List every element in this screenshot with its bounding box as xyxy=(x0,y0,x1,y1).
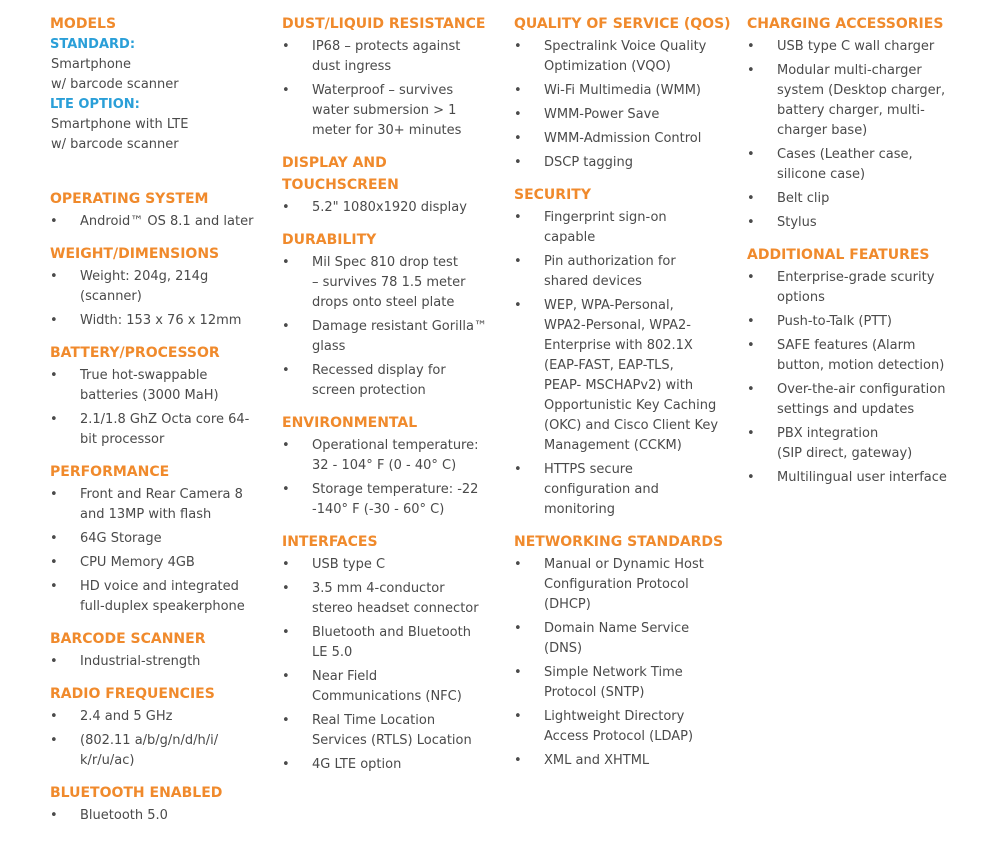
section-heading-operating-system: OPERATING SYSTEM xyxy=(50,191,209,207)
bullet-icon: • xyxy=(747,191,755,206)
bullet-icon: • xyxy=(514,298,522,313)
spec-list-item xyxy=(747,189,972,209)
bullet-icon: • xyxy=(514,83,522,98)
spec-item-text: Wi-Fi Multimedia (WMM) xyxy=(544,83,701,98)
spec-item-text: Recessed display for screen protection xyxy=(312,363,446,398)
spec-item-text: Bluetooth and Bluetooth LE 5.0 xyxy=(312,625,471,660)
spec-list-item xyxy=(282,198,502,218)
spec-list-operating-system xyxy=(50,212,265,232)
spec-list-item xyxy=(514,707,736,747)
spec-list-durability xyxy=(282,253,502,401)
spec-item-text: Stylus xyxy=(777,215,817,230)
spec-item-text: Lightweight Directory Access Protocol (LDAP) xyxy=(544,709,694,744)
spec-item-text: Damage resistant Gorilla™ glass xyxy=(312,319,487,354)
spec-list-radio-frequencies xyxy=(50,707,265,771)
bullet-icon: • xyxy=(50,709,58,724)
spec-item-text: USB type C xyxy=(312,557,386,572)
bullet-icon: • xyxy=(50,368,58,383)
spec-item-text: Multilingual user interface xyxy=(777,470,947,485)
bullet-icon: • xyxy=(282,83,290,98)
spec-column-1 xyxy=(50,13,265,830)
bullet-icon: • xyxy=(50,733,58,748)
section-heading-additional-features: ADDITIONAL FEATURES xyxy=(747,247,930,263)
section-heading-networking-standards: NETWORKING STANDARDS xyxy=(514,534,724,550)
spec-list-networking-standards xyxy=(514,555,736,771)
spec-list-item xyxy=(747,213,972,233)
spec-list-charging-accessories xyxy=(747,37,972,233)
bullet-icon: • xyxy=(282,581,290,596)
section-heading-quality-of-service-qos: QUALITY OF SERVICE (QOS) xyxy=(514,16,731,32)
spec-list-item xyxy=(282,253,502,313)
spec-item-text: Near Field Communications (NFC) xyxy=(312,669,462,704)
spec-list-item xyxy=(282,579,502,619)
bullet-icon: • xyxy=(747,338,755,353)
spec-list-item xyxy=(50,806,265,826)
section-heading-performance: PERFORMANCE xyxy=(50,464,170,480)
section-heading-dust-liquid-resistance: DUST/LIQUID RESISTANCE xyxy=(282,16,486,32)
spec-list-battery-processor xyxy=(50,366,265,450)
spec-list-item xyxy=(514,252,736,292)
spec-list-item xyxy=(282,755,502,775)
spec-list-item xyxy=(747,468,972,488)
bullet-icon: • xyxy=(514,254,522,269)
spec-list-item xyxy=(747,424,972,464)
spec-list-security xyxy=(514,208,736,520)
spec-list-item xyxy=(514,751,736,771)
spec-list-item xyxy=(747,336,972,376)
section-heading-display-and-touchscreen: DISPLAY AND TOUCHSCREEN xyxy=(282,155,399,193)
section-heading-bluetooth-enabled: BLUETOOTH ENABLED xyxy=(50,785,223,801)
spec-item-text: IP68 – protects against dust ingress xyxy=(312,39,461,74)
spec-list-item xyxy=(282,317,502,357)
spec-list-item xyxy=(50,267,265,307)
section-heading-interfaces: INTERFACES xyxy=(282,534,378,550)
spec-list-item xyxy=(747,380,972,420)
bullet-icon: • xyxy=(514,709,522,724)
spec-item-text: 2.4 and 5 GHz xyxy=(80,709,173,724)
model-description: Smartphone with LTE w/ barcode scanner xyxy=(51,117,189,152)
spec-list-item xyxy=(514,296,736,456)
spec-item-text: 2.1/1.8 GhZ Octa core 64- bit processor xyxy=(80,412,250,447)
bullet-icon: • xyxy=(50,487,58,502)
spec-item-text: Pin authorization for shared devices xyxy=(544,254,676,289)
section-heading-weight-dimensions: WEIGHT/DIMENSIONS xyxy=(50,246,220,262)
bullet-icon: • xyxy=(514,621,522,636)
spec-item-text: Width: 153 x 76 x 12mm xyxy=(80,313,242,328)
spec-item-text: USB type C wall charger xyxy=(777,39,935,54)
bullet-icon: • xyxy=(50,531,58,546)
spec-list-item xyxy=(50,366,265,406)
spec-item-text: HTTPS secure configuration and monitoring xyxy=(544,462,659,517)
spec-list-item xyxy=(50,652,265,672)
section-heading-durability: DURABILITY xyxy=(282,232,377,248)
bullet-icon: • xyxy=(514,557,522,572)
spec-list-item xyxy=(747,312,972,332)
spec-list-weight-dimensions xyxy=(50,267,265,331)
bullet-icon: • xyxy=(514,462,522,477)
spec-list-item xyxy=(514,105,736,125)
bullet-icon: • xyxy=(282,363,290,378)
spec-list-interfaces xyxy=(282,555,502,775)
spec-item-text: (802.11 a/b/g/n/d/h/i/ k/r/u/ac) xyxy=(80,733,219,768)
spec-list-item xyxy=(50,311,265,331)
section-heading-battery-processor: BATTERY/PROCESSOR xyxy=(50,345,220,361)
bullet-icon: • xyxy=(747,39,755,54)
spec-list-item xyxy=(50,577,265,617)
spec-list-item xyxy=(747,145,972,185)
spec-column-4 xyxy=(747,13,972,492)
bullet-icon: • xyxy=(514,665,522,680)
spec-list-item xyxy=(50,212,265,232)
section-heading-charging-accessories: CHARGING ACCESSORIES xyxy=(747,16,944,32)
bullet-icon: • xyxy=(50,412,58,427)
spec-list-item xyxy=(747,268,972,308)
spec-list-item xyxy=(514,208,736,248)
bullet-icon: • xyxy=(747,470,755,485)
spec-item-text: Android™ OS 8.1 and later xyxy=(80,214,254,229)
spec-list-item xyxy=(50,485,265,525)
bullet-icon: • xyxy=(50,579,58,594)
spec-item-text: Enterprise-grade scurity options xyxy=(777,270,935,305)
bullet-icon: • xyxy=(514,39,522,54)
spec-item-text: 5.2" 1080x1920 display xyxy=(312,200,467,215)
spec-list-item xyxy=(514,153,736,173)
spec-list-item xyxy=(514,37,736,77)
spec-item-text: Waterproof – survives water submersion > 1 meter for 30+ minutes xyxy=(312,83,462,138)
spec-item-text: Over-the-air configuration settings and updates xyxy=(777,382,946,417)
spec-item-text: Push-to-Talk (PTT) xyxy=(777,314,893,329)
section-heading-barcode-scanner: BARCODE SCANNER xyxy=(50,631,206,647)
bullet-icon: • xyxy=(747,382,755,397)
spec-item-text: Industrial-strength xyxy=(80,654,201,669)
bullet-icon: • xyxy=(514,131,522,146)
spec-item-text: WEP, WPA-Personal, WPA2-Personal, WPA2- Enterprise with 802.1X (EAP-FAST, EAP-TLS, PEAP- MSCHAPv2) with Opportunistic Key Caching (OKC) and Cisco Client Key Management (CCKM) xyxy=(544,298,719,453)
spec-item-text: Simple Network Time Protocol (SNTP) xyxy=(544,665,683,700)
spec-column-3 xyxy=(514,13,736,775)
spec-item-text: 4G LTE option xyxy=(312,757,402,772)
spec-item-text: PBX integration (SIP direct, gateway) xyxy=(777,426,913,461)
spec-item-text: Manual or Dynamic Host Configuration Protocol (DHCP) xyxy=(544,557,704,612)
bullet-icon: • xyxy=(282,757,290,772)
spec-list-item xyxy=(282,361,502,401)
spec-list-item xyxy=(514,129,736,149)
spec-item-text: Mil Spec 810 drop test – survives 78 1.5 meter drops onto steel plate xyxy=(312,255,466,310)
bullet-icon: • xyxy=(50,313,58,328)
spec-list-environmental xyxy=(282,436,502,520)
section-heading-radio-frequencies: RADIO FREQUENCIES xyxy=(50,686,215,702)
bullet-icon: • xyxy=(747,270,755,285)
spec-item-text: WMM-Power Save xyxy=(544,107,660,122)
spec-list-item xyxy=(514,460,736,520)
spec-item-text: Front and Rear Camera 8 and 13MP with flash xyxy=(80,487,243,522)
bullet-icon: • xyxy=(282,255,290,270)
spec-item-text: XML and XHTML xyxy=(544,753,650,768)
bullet-icon: • xyxy=(747,63,755,78)
bullet-icon: • xyxy=(282,39,290,54)
spec-list-item xyxy=(282,555,502,575)
spec-list-item xyxy=(514,81,736,101)
spec-list-item xyxy=(747,37,972,57)
bullet-icon: • xyxy=(50,269,58,284)
spec-list-item xyxy=(514,619,736,659)
section-spacer xyxy=(50,155,265,177)
spec-list-additional-features xyxy=(747,268,972,488)
spec-list-barcode-scanner xyxy=(50,652,265,672)
spec-item-text: Operational temperature: 32 - 104° F (0 - 40° C) xyxy=(312,438,479,473)
spec-list-item xyxy=(514,555,736,615)
model-description: Smartphone w/ barcode scanner xyxy=(51,57,179,92)
bullet-icon: • xyxy=(282,200,290,215)
spec-item-text: Fingerprint sign-on capable xyxy=(544,210,667,245)
spec-item-text: Belt clip xyxy=(777,191,830,206)
section-heading-models: MODELS xyxy=(50,16,117,32)
bullet-icon: • xyxy=(747,314,755,329)
bullet-icon: • xyxy=(282,625,290,640)
spec-column-2 xyxy=(282,13,502,779)
bullet-icon: • xyxy=(747,147,755,162)
spec-item-text: Storage temperature: -22 -140° F (-30 - 60° C) xyxy=(312,482,479,517)
bullet-icon: • xyxy=(282,482,290,497)
spec-list-item xyxy=(282,37,502,77)
spec-list-item xyxy=(282,480,502,520)
spec-list-item xyxy=(50,707,265,727)
section-heading-environmental: ENVIRONMENTAL xyxy=(282,415,418,431)
spec-list-dust-liquid-resistance xyxy=(282,37,502,141)
spec-item-text: CPU Memory 4GB xyxy=(80,555,195,570)
spec-item-text: Domain Name Service (DNS) xyxy=(544,621,690,656)
spec-list-item xyxy=(282,623,502,663)
spec-list-display-and-touchscreen xyxy=(282,198,502,218)
bullet-icon: • xyxy=(50,214,58,229)
section-heading-security: SECURITY xyxy=(514,187,591,203)
bullet-icon: • xyxy=(282,319,290,334)
bullet-icon: • xyxy=(50,654,58,669)
spec-list-item xyxy=(50,731,265,771)
model-subheading: LTE OPTION: xyxy=(50,97,140,112)
bullet-icon: • xyxy=(282,713,290,728)
bullet-icon: • xyxy=(50,808,58,823)
bullet-icon: • xyxy=(747,426,755,441)
spec-list-quality-of-service-qos xyxy=(514,37,736,173)
spec-item-text: Cases (Leather case, silicone case) xyxy=(777,147,913,182)
spec-item-text: WMM-Admission Control xyxy=(544,131,702,146)
spec-list-item xyxy=(282,81,502,141)
spec-item-text: Weight: 204g, 214g (scanner) xyxy=(80,269,209,304)
spec-item-text: Spectralink Voice Quality Optimization (VQO) xyxy=(544,39,707,74)
bullet-icon: • xyxy=(514,107,522,122)
spec-list-item xyxy=(514,663,736,703)
spec-item-text: SAFE features (Alarm button, motion detection) xyxy=(777,338,945,373)
bullet-icon: • xyxy=(514,753,522,768)
spec-list-performance xyxy=(50,485,265,617)
spec-item-text: Modular multi-charger system (Desktop charger, battery charger, multi- charger base) xyxy=(777,63,946,138)
bullet-icon: • xyxy=(514,155,522,170)
spec-list-item xyxy=(50,553,265,573)
bullet-icon: • xyxy=(514,210,522,225)
spec-list-item xyxy=(50,529,265,549)
bullet-icon: • xyxy=(50,555,58,570)
spec-list-item xyxy=(747,61,972,141)
model-subheading: STANDARD: xyxy=(50,37,136,52)
spec-item-text: 64G Storage xyxy=(80,531,162,546)
spec-item-text: True hot-swappable batteries (3000 MaH) xyxy=(80,368,219,403)
bullet-icon: • xyxy=(747,215,755,230)
spec-item-text: 3.5 mm 4-conductor stereo headset connector xyxy=(312,581,479,616)
spec-list-item xyxy=(282,711,502,751)
spec-list-item xyxy=(282,436,502,476)
bullet-icon: • xyxy=(282,438,290,453)
bullet-icon: • xyxy=(282,557,290,572)
spec-list-item xyxy=(282,667,502,707)
spec-item-text: Bluetooth 5.0 xyxy=(80,808,168,823)
spec-item-text: Real Time Location Services (RTLS) Location xyxy=(312,713,472,748)
spec-item-text: DSCP tagging xyxy=(544,155,633,170)
spec-item-text: HD voice and integrated full-duplex speakerphone xyxy=(80,579,245,614)
bullet-icon: • xyxy=(282,669,290,684)
spec-list-item xyxy=(50,410,265,450)
spec-list-bluetooth-enabled xyxy=(50,806,265,826)
